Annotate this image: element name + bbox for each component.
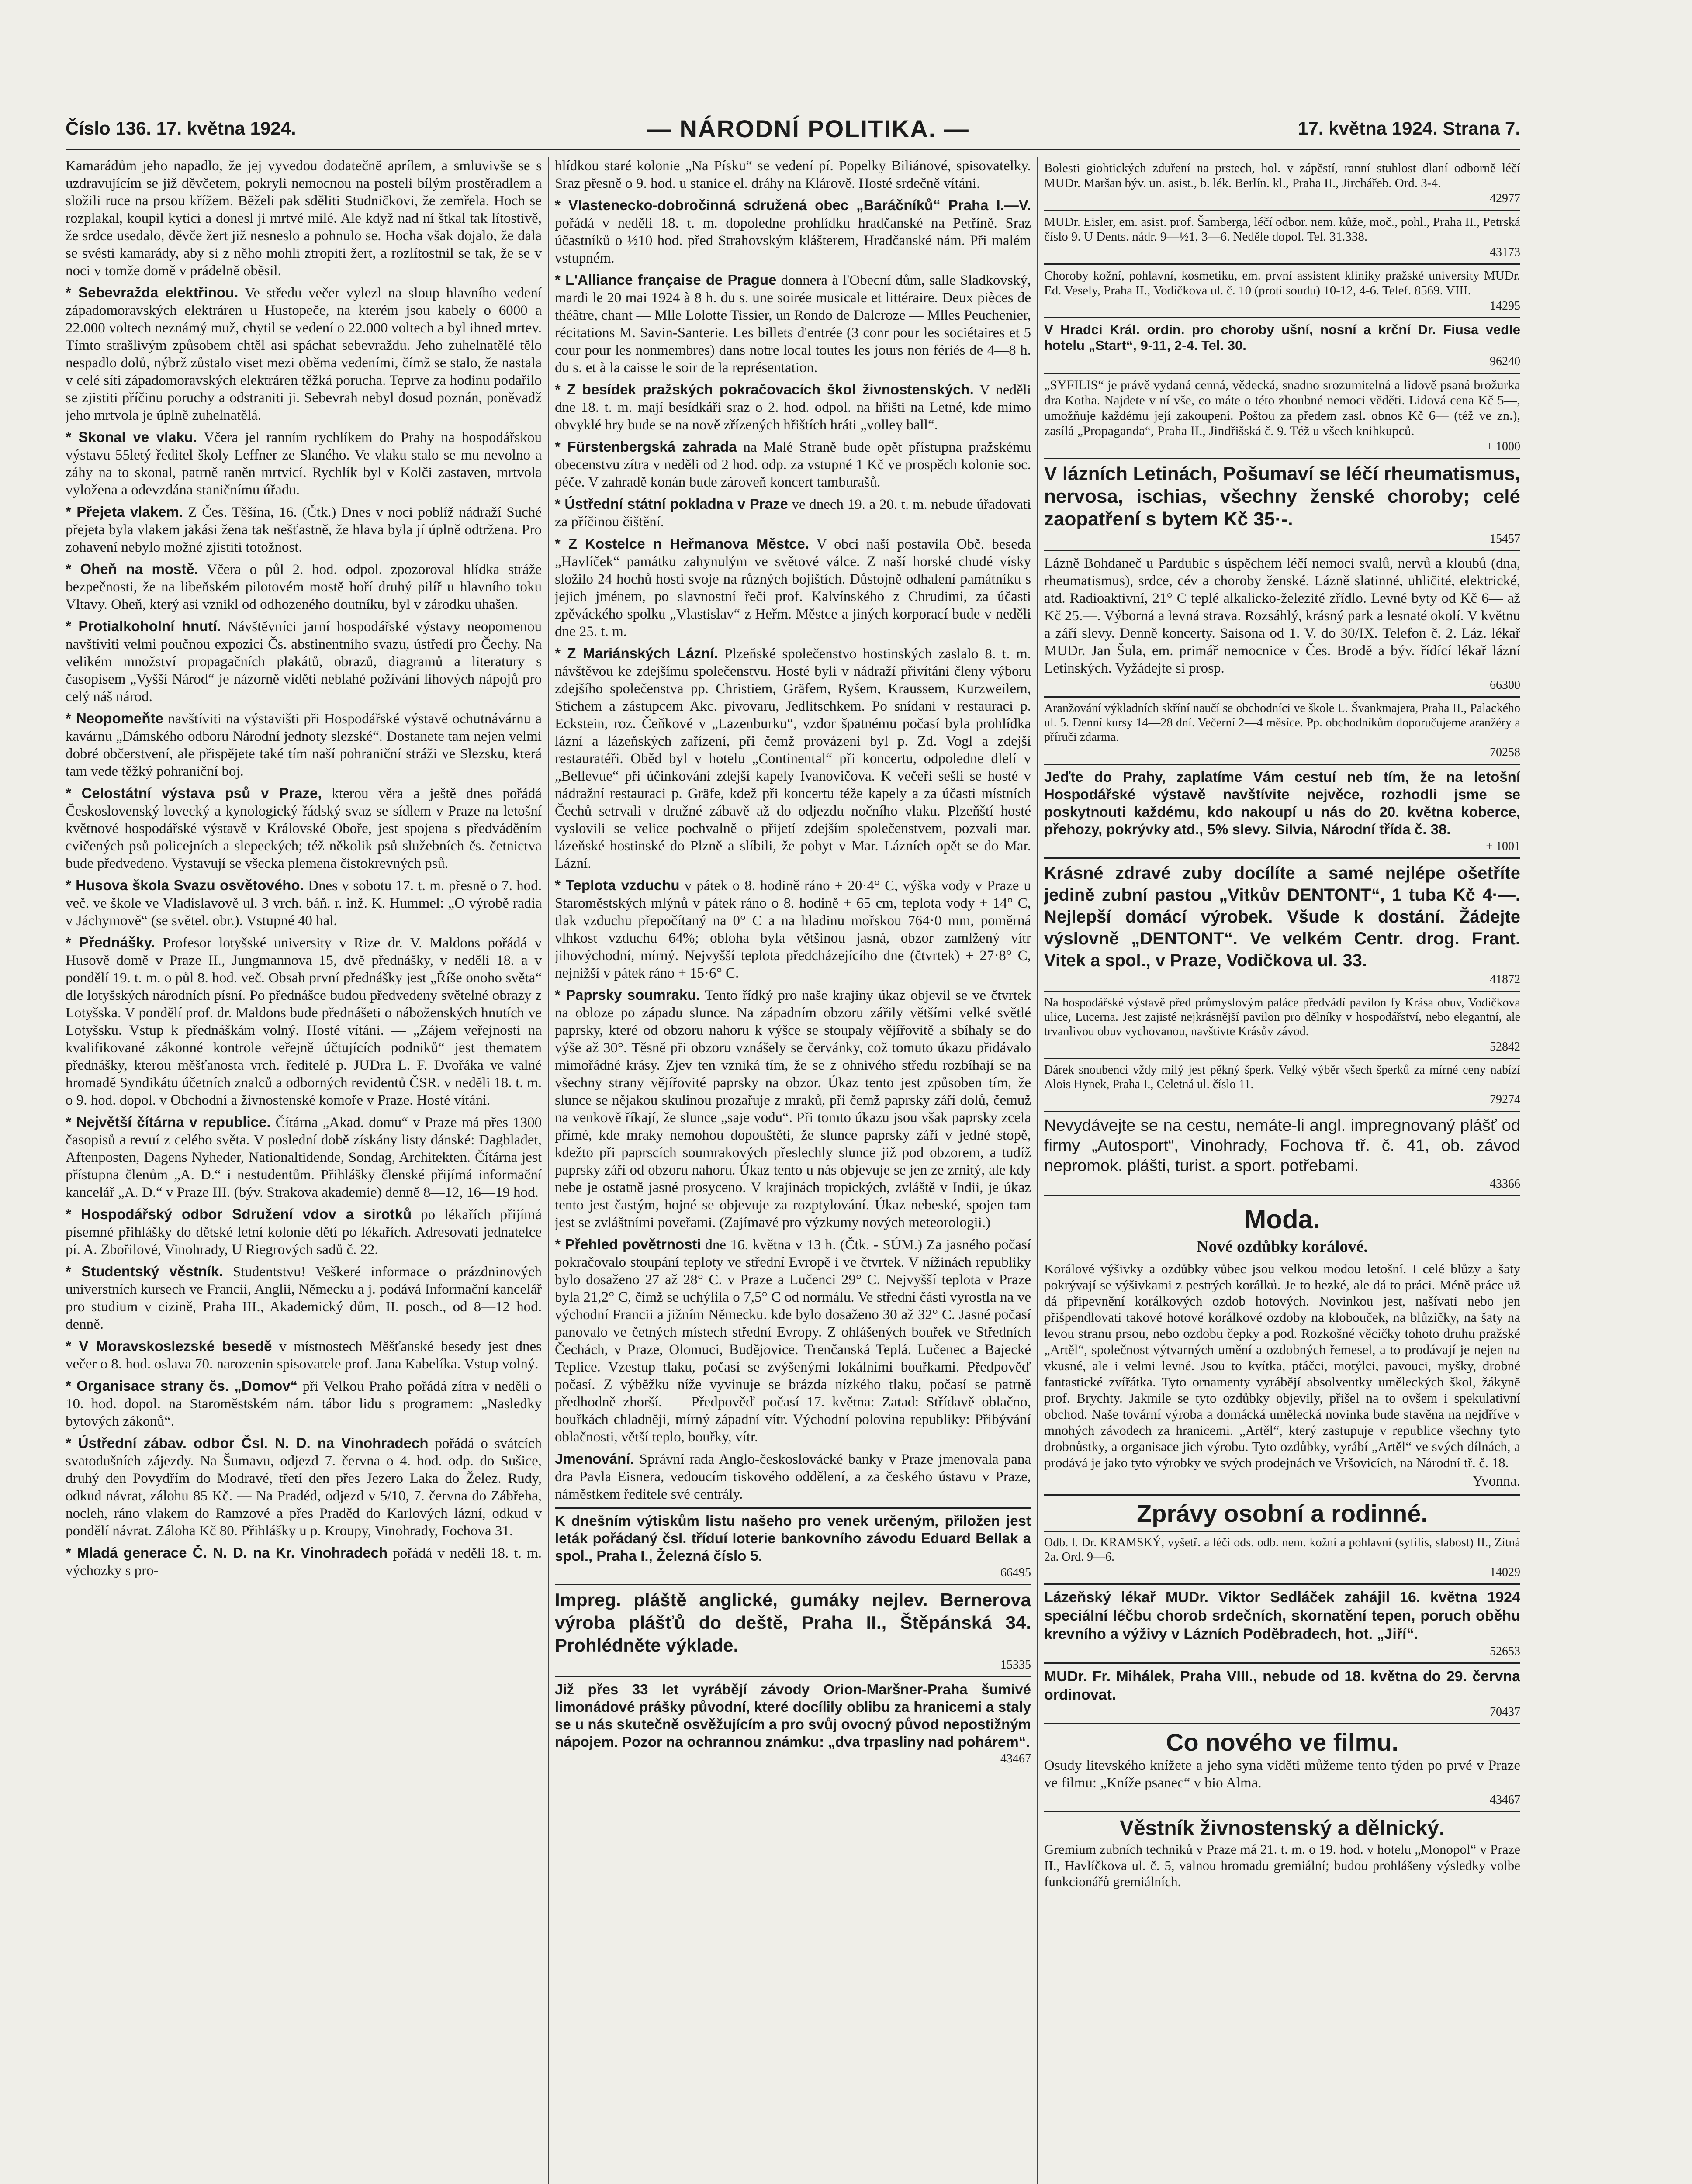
ad-number: 43467 [1490,1793,1520,1807]
ad-number: 79274 [1490,1093,1520,1106]
article-heading: * Organisace strany čs. „Domov“ [66,1378,298,1394]
article-text: Kamarádům jeho napadlo, že jej vyvedou dodatečně aprílem, a smluvivše se s uzdravujícím se již děvčetem, pokryli nemocnou na posteli bílým prostěradlem a složili ruce na prsou křížem. Běželi pak sděliti Studničkovi, že zemřela. Hoch se rozplakal, koupil kytici a donesl ji mrtvé milé. Ale když nad ní štkal tak lítostivě, že srdce usedalo, děvče žert již nesneslo a pohnulo se. Hocha však dojalo, že dala se svésti kamarády, aby si z něho mohli ztropiti žert, a rozlítostnil se tak, že se v noci v tomže domě v prádelně oběsil. [66,158,542,279]
ad-text: Aranžování výkladních skříní naučí se obchodníci ve škole L. Švankmajera, Praha II., Palackého ul. 5. Denní kursy 14—28 dní. Večerní 2—4 měsíce. Pp. obchodníkům doporučujeme aranžéry a příruči zdarma. [1044,702,1520,744]
ad-number: 70437 [1490,1705,1520,1719]
article-text: Osudy litevského knížete a jeho syna viděti můžeme tento týden po prvé v Praze ve filmu: „Kníže psanec“ v bio Alma. [1044,1758,1520,1791]
masthead-title: — NÁRODNÍ POLITIKA. — [647,115,969,142]
article-heading: * Vlastenecko-dobročinná sdružená obec „Baráčníků“ Praha I.—V. [555,197,1031,213]
article-heading: * Ústřední zábav. odbor Čsl. N. D. na Vinohradech [66,1435,429,1451]
ad-text: „SYFILIS“ je právě vydaná cenná, vědecká, snadno srozumitelná a lidově psaná brožurka dra Kotha. Najdete v ní vše, co máte o této zhoubné nemoci věděti. Lidová cena Kč 5—, umožňuje každému její zakoupení. Poštou za předem zasl. obnos Kč 6— (též ve zn.), zasílá „Propaganda“, Praha II., Jindřišská č. 9. Též u všech knihkupců. [1044,378,1520,438]
article-heading: * L'Alliance française de Prague [555,272,777,288]
article [66,1113,542,1201]
ad-number: 15457 [1490,532,1520,546]
article [555,271,1031,377]
ad-number: 96240 [1490,355,1520,368]
article-text: Včera o půl 2. hod. odpol. zpozoroval hlídka stráže bezpečnosti, že na libeňském pilotovém mostě hoří druhý pilíř u hlavního toku Vltavy. Oheň, který asi vznikl od odhozeného doutníku, byl v zárodku uhašen. [66,562,542,612]
ad-number: 42977 [1490,192,1520,205]
advertisement [555,1584,1031,1676]
ad-number: 43467 [1000,1752,1031,1766]
article [555,1450,1031,1503]
article [555,1236,1031,1446]
ad-text: Lázně Bohdaneč u Pardubic s úspěchem léčí nemoci svalů, nervů a kloubů (dna, rheumatismus), srdce, cév a choroby ženské. Lázně slatinné, uhličité, elektrické, atd. Radioaktivní, 21° C teplé alkalicko-železité zřídlo. Levné byty od Kč 6— až Kč 25.—. Výborná a levná strava. Rozsáhlý, krásný park a lesnaté okolí. V květnu a září slevy. Denně koncerty. Saisona od 1. V. do 30/IX. Telefon č. 2. Láz. lékař MUDr. Jan Šula, em. primář nemocnice v Čes. Brodě a býv. řídící lékař lázní Letinských. Vyžádejte si prosp. [1044,556,1520,676]
article [66,1544,542,1579]
ad-text: Již přes 33 let vyrábějí závody Orion-Maršner-Praha šumivé limonádové prášky původní, které docílily oblibu za hranicemi a staly se u nás skutečně osvěžujícím a pro svůj ovocný původ nepostižným nápojem. Pozor na ochrannou známku: „dva trpasliny nad pohárem“. [555,1681,1031,1750]
article-heading: * Oheň na mostě. [66,561,198,577]
ad-text: Krásné zdravé zuby docílíte a samé nejlépe ošetříte jedině zubní pastou „Vitkův DENTONT“, 1 tuba Kč 4·—. Nejlepší domácí výrobek. Všude k dostání. Žádejte výslovně „DENTONT“. Ve velkém Centr. drog. Frant. Vitek a spol., v Praze, Vodičkova ul. 33. [1044,864,1520,970]
article [555,986,1031,1231]
article-text: Včera jel ranním rychlíkem do Prahy na hospodářskou výstavu 55letý ředitel školy Leffner ze Slaného. Ve vlaku stalo se mu nevolno a záhy na to skonal, patrně raněn mrtvicí. Rychlík byl v Kolči zastaven, mrtvola vyložena a odevzdána staničnímu úřadu. [66,430,542,498]
article-text: Tento řídký pro naše krajiny úkaz objevil se ve čtvrtek na obloze po západu slunce. Na západním obzoru zářily většími velké světlé paprsky, které od obzoru nahoru k výšce se stoupaly vějířovitě a sbíhaly se do výše až 30°. Těsně při obzoru vznášely se červánky, což tomuto úkazu přidávalo mimořádné krásy. Zjev ten vzniká tím, že se z ohnivého středu rozbíhají se na všechny strany vějířovité paprsky na obzor. Úkaz tento jest způsoben tím, že slunce se nějakou skulinou prozařuje z mraků, při čemž paprsky září dolů, čemuž na venkově říkají, že slunce „saje vodu“. Při tomto úkazu jsou však paprsky zcela přímé, kde mraky nemohou dopouštěti, že slunce paprsky září v jedné stopě, kdežto při paprscích soumrakových přeslechly slunce již pod obzorem, a tudíž paprsky září od obzoru nahoru. Úkaz tento u nás objevuje se jen ze zrnitý, ale kdy nebe je ostatně jasné prosyceno. V krajinách tropických, zvláště v Indii, je úkaz tento jest častým, hojné se objevuje za rozptylování. Úkaz nebeské, spojen tam jest se zvláštními poveřami. (Zajímavé pro výzkumy nových meteorologii.) [555,988,1031,1230]
advertisement [1044,991,1520,1058]
advertisement [1044,1058,1520,1111]
advertisement [1044,373,1520,458]
ad-number: 14029 [1490,1565,1520,1579]
author-signature: Yvonna. [1472,1473,1520,1489]
advertisement [1044,1583,1520,1662]
article [555,645,1031,872]
article [66,710,542,780]
advertisement [1044,1111,1520,1195]
ad-number: + 1001 [1486,840,1520,853]
header-rule [66,149,1520,150]
ad-number: 43366 [1490,1177,1520,1191]
ad-text: Impreg. pláště anglické, gumáky nejlev. Bernerova výroba plášťů do deště, Praha II., Štěpánská 34. Prohlédněte výklade. [555,1590,1031,1655]
article [66,560,542,613]
page-header [66,115,1520,149]
ad-text: Dárek snoubenci vždy milý jest pěkný šperk. Velký výběr všech šperků za mírné ceny nabízí Alois Hynek, Praha I., Celetná ul. číslo 11. [1044,1063,1520,1091]
article [555,535,1031,640]
article-heading: * Přednášky. [66,934,155,950]
article-text: V neděli dne 18. t. m. mají besídkáři sraz o 2. hod. odpol. na hřišti na Letné, kde mimo obvyklé hry bude se na nově zřízených hřištích hráti „volley ball“. [555,382,1031,433]
article-text: navštíviti na výstavišti při Hospodářské výstavě ochutnávárnu a kavárnu „Dámského odboru Národní jednoty slezské“. Dostanete tam nejen velmi dobré občerstvení, ale přispějete také tím naší pohraniční stráži ve Slezsku, která tam vede těžký pohraniční boj. [66,711,542,779]
article-heading: Jmenování. [555,1451,634,1467]
film-section [1044,1723,1520,1811]
ad-number: 43173 [1490,245,1520,259]
article [66,284,542,424]
advertisement [1044,1531,1520,1583]
advertisement [1044,857,1520,991]
article-text: v pátek o 8. hodině ráno + 20·4° C, výška vody v Praze u Staroměstských mlýnů v pátek ráno o 8. hodině + 65 cm, teplota vody + 14° C, tlak vzduchu přepočítaný na 0° C a na hladinu mořskou 764·0 mm, poměrná vlhkost vzduchu 64%; obloha byla většinou jasná, obzor zamlžený vítr jihovýchodní, mírný. Nejvyšší teplota předcházejícího dne (čtvrtek) + 27·8° C, nejnižší v pátek ráno + 15·6° C. [555,878,1031,981]
article-text: V obci naší postavila Obč. beseda „Havlíček“ památku zahynulým ve světové válce. Z naší horské chudé vísky složilo 24 hochů hosti svoje na různých bojištích. Důstojně odhalení památníku s jejich jménem, po slavnostní řeči prof. Kalvínského z Chrudimi, za účasti zpěváckého spolku „Vlastislav“ z Heřm. Městce a jiných korporací bude v neděli dne 25. t. m. [555,536,1031,639]
ad-number: 52653 [1490,1645,1520,1658]
column-3 [1044,157,1520,2184]
article-heading: * Ústřední státní pokladna v Praze [555,496,788,512]
ad-number: + 1000 [1486,440,1520,453]
article-heading: * Přehled povětrnosti [555,1236,701,1252]
personal-news-section [1044,1494,1520,1531]
article-heading: * Z Kostelce n Heřmanova Městce. [555,536,810,552]
article-heading: * Z besídek pražských pokračovacích škol živnostenských. [555,381,974,397]
article [66,877,542,930]
article-text: po lékařích přijímá písemné přihlášky do dětské letní kolonie dětí po lékařích. Adresovati jednatelce pí. A. Zbořilové, Vinohrady, U Riegrových sadů č. 22. [66,1207,542,1258]
article-heading: * Studentský věstník. [66,1263,223,1279]
article-heading: * Fürstenbergská zahrada [555,439,737,455]
ad-number: 41872 [1490,973,1520,986]
advertisement [1044,157,1520,210]
article-heading: * Husova škola Svazu osvětového. [66,877,304,893]
article [555,381,1031,434]
ad-number: 15335 [1000,1658,1031,1672]
article-text: ve dnech 19. a 20. t. m. nebude úřadovati za příčinou čištění. [555,497,1031,530]
ad-text: V Hradci Král. ordin. pro choroby ušní, nosní a krční Dr. Fiusa vedle hotelu „Start“, 9-11, 2-4. Tel. 30. [1044,322,1520,353]
ad-text: MUDr. Eisler, em. asist. prof. Šamberga, léčí odbor. nem. kůže, moč., pohl., Praha II., Petrská číslo 9. U Dents. nádr. 9—½1, 3—6. Neděle dopol. Tel. 31.338. [1044,215,1520,244]
article-text: Návštěvníci jarní hospodářské výstavy neopomenou navštíviti velmi poučnou expozici Čs. abstinentního svazu, ústředí pro Čechy. Na velikém množství propagačních plakátů, obrazů, diagramů a literatury s časopisem „Vyšší Národ“ je názorně viděti neblahé požívání lihových nápojů pro celý náš národ. [66,619,542,705]
article-text: pořádá o svátcích svatodušních zájezdy. Na Šumavu, odjezd 7. června o 4. hod. odp. do Sušice, druhý den Povydřím do Modravé, třetí den přes Jezero Laka do Želez. Rudy, odkud návrat, zálohu 85 Kč. — Na Pradéd, odjezd v 5/10, 7. června do Zábřeha, nocleh, ráno vlakem do Ramzové a přes Praděd do Karlových lázní, odkud v pondělí návrat. Záloha Kč 80. Přihlášky u p. Kroupy, Vinohrady, Fochova 31. [66,1436,542,1539]
article-text: Ve středu večer vylezl na sloup hlavního vedení západomoravských elektráren u Hustopeče, na kterém jsou kabely o 6000 a 22.000 voltech neznámý muž, chytil se vedení o 22.000 voltech a byl ihned mrtev. Tímto strašlivým způsobem chtěl asi spáchat sebevraždu. Jeho zuhelnatělé tělo nespadlo dolů, nýbrž zůstalo viset mezi oběma vedeními, čímž se stalo, že nastala v celé síti západomoravských elektráren těžká porucha. Teprve za hodinu podařilo se zjistiti příčinu poruchy a odstraniti ji. Sebevrah nebyl dosud poznán, poněvadž jeho mrtvola je úplně zuhelnatělá. [66,285,542,423]
article-text: na Malé Straně bude opět přístupna pražskému obecenstvu zítra v neděli od 2 hod. odp. za vstupné 1 Kč ve prospěch kolonie soc. péče. V zahradě konán bude zároveň koncert tamburašů. [555,439,1031,490]
article-text: dne 16. května v 13 h. (Čtk. - SÚM.) Za jasného počasí pokračovalo stoupání teploty ve střední Evropě i ve čtvrtek. V nížinách republiky bylo dosaženo 27 až 28° C. v Praze a Lučenci 29° C. Nejvyšší teplota v Praze byla 21,2° C, čímž se uchýlila o 7,5° C od normálu. Ve střední části vyrostla na ve východní Francii a jižním Německu. kde bylo dosaženo 30 až 32° C. Jasné počasí panovalo ve četných místech střední Evropy. Z ohlášených bouřek ve Středních Čechách, v Praze, Olomuci, Budějovice. Trenčanská Teplá. Lučenec a Bajecké Teplice. Vzestup tlaku, počasí se zvýšenými lokálními bouřkami. Předpověď počasí. Z výběžku níže vyvinuje se brázda nízkého tlaku, počasí se patrně předhodně zhorší. — Předpověď počasí 17. května: Zatad: Střídavě oblačno, bouřkách chladněji, mírný západní vítr. Východní polovina republiky: Přibývání oblačnosti, větší teplo, bouřky, vítr. [555,1237,1031,1445]
article-heading: * Sebevražda elektřinou. [66,284,239,301]
ad-text: MUDr. Fr. Mihálek, Praha VIII., nebude od 18. května do 29. června ordinovat. [1044,1668,1520,1703]
article [66,429,542,499]
advertisement [1044,550,1520,696]
advertisement [1044,263,1520,317]
article-heading: * Neopomeňte [66,710,163,726]
ad-number: 70258 [1490,746,1520,759]
section-title: Moda. [1244,1205,1320,1234]
article [66,1337,542,1373]
article-text: Studentstvu! Veškeré informace o prázdninových universtních kursech ve Francii, Anglii, Německu a j. podává Informační kancelář pro studium v cizině, Praha III., Akademický dům, II. posch., od 8—12 hod. denně. [66,1264,542,1332]
article-heading: * Hospodářský odbor Sdružení vdov a sirotků [66,1206,412,1222]
article-heading: * Z Mariánských Lázní. [555,645,718,661]
article [66,1206,542,1258]
article-heading: * V Moravskoslezské besedě [66,1338,272,1354]
newspaper-page [66,109,1520,2184]
article [66,784,542,872]
article-text: pořádá v neděli 18. t. m. výchozky s pro- [66,1545,542,1579]
article-heading: * Největší čítárna v republice. [66,1114,271,1130]
advertisement [1044,458,1520,550]
article-heading: * Protialkoholní hnutí. [66,618,221,634]
article [555,438,1031,491]
advertisement [1044,317,1520,373]
column-divider [1037,157,1038,2184]
ad-text: Nevydávejte se na cestu, nemáte-li angl. impregnovaný plášť od firmy „Autosport“, Vinohrady, Fochova tř. č. 41, ob. závod nepromok. plášti, turist. a sport. potřebami. [1044,1116,1520,1175]
section-title: Co nového ve filmu. [1166,1728,1399,1756]
article [66,934,542,1109]
article-text: Dnes v sobotu 17. t. m. přesně o 7. hod. več. ve škole ve Vladislavově ul. 3 vrch. báň. r. inž. K. Hummel: „O výrobě radia v Jáchymově“ (se světel. obr.). Vstupné 40 hal. [66,878,542,929]
ad-text: K dnešním výtiskům listu našeho pro venek určeným, přiložen jest leták pořádaný čsl. tříduí loterie bankovního závodu Eduard Bellak a spol., Praha I., Železná číslo 5. [555,1513,1031,1564]
ad-number: 52842 [1490,1040,1520,1054]
article-text: hlídkou staré kolonie „Na Písku“ se vedení pí. Popelky Biliánové, spisovatelky. Sraz přesně o 9. hod. u stanice el. dráhy na Klárově. Hosté srdečně vítáni. [555,158,1031,191]
article [66,503,542,556]
article [66,618,542,705]
article-text: Plzeňské společenstvo hostinských zaslalo 8. t. m. návštěvou ke zdejšímu společenstvu. Hosté byli v nádraží přivítáni členy výboru zdejšího společenstva pp. Christiem, Gräfem, Ryšem, Kraussem, Kurzweilem, Stichem a zástupcem Akc. pivovaru, Jedlitschkem. Po snídani v restauraci p. Eckstein, roz. Čeňkové v „Lazenburku“, vzdor špatnému počasí byla prohlídka lázní a lázeňských zařízení, při čemž provázeni byl p. Zd. Vogl a zdejší restauratéři. Oběd byl v hotelu „Continental“ při koncertu, odpoledne dlelí v „Bellevue“ při účinkování zdejší kapely Ivanovičova. K večeři sešli se hosté v nádražní restauraci p. Gräfe, kdež při koncertu téže kapely a za účasti místních Čechů setrvali v družné zábavě až do odjezdu nočního vlaku. Plzeňští hosté vyslovili se velice pochvalně o přijetí zdejším společenstvem, pozvali mar. lázeňské hostinské do Plzně a slíbili, že pobyt v Mar. Lázních opět se do Mar. Lázní. [555,646,1031,871]
article-heading: * Mladá generace Č. N. D. na Kr. Vinohradech [66,1545,388,1561]
article-heading: * Přejeta vlakem. [66,504,183,520]
article-heading: * Teplota vzduchu [555,877,680,893]
date-and-page: 17. května 1924. Strana 7. [1298,118,1520,138]
article [66,1377,542,1430]
ad-number: 14295 [1490,299,1520,313]
trade-section [1044,1811,1520,1894]
advertisement [1044,764,1520,857]
article [66,1263,542,1333]
advertisement [555,1676,1031,1770]
ad-number: 66495 [1000,1566,1031,1579]
article-text: Profesor lotyšské university v Rize dr. V. Maldons pořádá v Husově domě v Praze II., Jungmannova 15, dvě přednášky, v neděli 18. a v pondělí 19. t. m. o půl 8. hod. več. Obsah první přednášky jest „Říše onoho světa“ dle lotyšských národních písní. Po přednášce budou předvedeny světelné obrazy z Lotyšska. V pondělí prof. dr. Maldons bude přednášeti o náboženských hnutích ve Lotyšsku. Vstup k přednáškám volný. Hosté vítáni. — „Zájem veřejnosti na kvalifikované zákonné kontrole veřejně účtujících podniků“ jest thematem přednášky, kterou měšťanosta vrch. ředitelé p. JUDra L. F. Dvořáka ve valné hromadě Syndikátu účetních znalců a odborných revidentů ČSR. v neděli 18. t. m. o 9. hod. dopol. v Obchodní a živnostenské komoře v Praze. Hosté vítáni. [66,935,542,1108]
column-divider [548,157,549,2184]
section-subtitle: Nové ozdůbky korálové. [1197,1237,1368,1256]
article-heading: * Celostátní výstava psů v Praze, [66,785,322,801]
column-1 [66,157,542,2184]
ad-text: Na hospodářské výstavě před průmyslovým paláce předvádí pavilon fy Krása obuv, Vodičkova ulice, Lucerna. Jest zajisté nejkrásnější pavilon pro dělníky v hospodářství, nebo elegantní, ale trvanlivou obuv vychovanou, navštivte Krásův závod. [1044,996,1520,1038]
article-heading: * Skonal ve vlaku. [66,429,197,445]
article [66,1434,542,1540]
article-text: Gremium zubních techniků v Praze má 21. t. m. o 19. hod. v hotelu „Monopol“ v Praze II., Havlíčkova ul. č. 5, valnou hromadu gremiální; budou prohlášeny výsledky volbe funkcionářů gremiálních. [1044,1842,1520,1889]
advertisement [555,1507,1031,1584]
article-text: Korálové výšivky a ozdůbky vůbec jsou velkou modou letošní. I celé blůzy a šaty pokrývají se výšivkami z pestrých korálků. Je to hezké, ale dá to práci. Méně práce už dá připevnění korálkových ozdob hotových. Novinkou jest, našívati nebo jen přišpendlovati takové hotové korálkové ozdoby na klobouček, na blůzičky, na šaty na levou stranu prsou, nebo ozdobu čepky a pod. Rozkošné věcičky tohoto druhu pražské „Artěl“, společnost výtvarných umění a ozdobných řemesel, a to prodávají je nejen na vkusné, ale i velmi levné. Jsou to kvítka, ptáčci, motýlci, pavouci, myšky, drobné fantastické zvířátka. Tyto ornamenty vyrábějí absolventky uměleckých škol, žákyně prof. Brychty. Jakmile se tyto ozdůbky objevily, přišel na to ovšem i spekulativní obchod. Naše tovární výroba a domácká umělecká novinka bude stavěna na nejdříve v mnohých závodech za hranicemi. „Artěl“, který zastupuje v republice všechny tyto drobnůstky, a organisace jich výrobu. Tyto ozdůbky, vyrábí „Artěl“ ve svých dílnách, a prodává je jako tyto výrobky ve svých prodejnách ve Vršovicích, na Národní tř. č. 18. [1044,1261,1520,1470]
ad-text: Jeďte do Prahy, zaplatíme Vám cestuí neb tím, že na letošní Hospodářské výstavě navštívite nejvěce, rozhodli jsme se poskytnouti každému, kdo nakoupí u nás do 20. května koberce, přehozy, pokrývky atd., 5% slevy. Silvia, Národní třída č. 38. [1044,769,1520,837]
article-text: Z Čes. Těšína, 16. (Čtk.) Dnes v noci poblíž nádraží Suché přejeta byla vlakem jakási žena tak nešťastně, že hlava byla jí úplně odtržena. Pro zohavení nebylo možné zjistiti totožnost. [66,505,542,555]
column-2 [555,157,1031,2184]
ad-text: Lázeňský lékař MUDr. Viktor Sedláček zahájil 16. května 1924 speciální léčbu chorob srdečních, skornatění tepen, poruch oběhu krevního a výživy v Lázních Poděbradech, hot. „Jiří“. [1044,1589,1520,1642]
ad-text: Odb. l. Dr. KRAMSKÝ, vyšetř. a léčí ods. odb. nem. kožní a pohlavní (syfilis, slabost) II., Zitná 2a. Ord. 9—6. [1044,1536,1520,1564]
ad-text: Choroby kožní, pohlavní, kosmetiku, em. první assistent kliniky pražské university MUDr. Ed. Vesely, Praha II., Vodičkova ul. č. 10 (proti soudu) 10-12, 4-6. Telef. 8569. VIII. [1044,269,1520,297]
ad-text: V lázních Letinách, Pošumaví se léčí rheumatismus, nervosa, ischias, všechny ženské choroby; celé zaopatření s bytem Kč 35·-. [1044,463,1520,530]
article [555,877,1031,982]
fashion-section [1044,1195,1520,1494]
article [555,197,1031,267]
article-text: při Velkou Praho pořádá zítra v neděli o 10. hod. dopol. na Staroměstském nám. tábor lidu s programem: „Nasledky bytových zákonů“. [66,1379,542,1429]
advertisement [1044,696,1520,764]
article-text: donnera à l'Obecní dům, salle Sladkovský, mardi le 20 mai 1924 à 8 h. du s. une soirée musicale et littéraire. Deux pièces de théâtre, chant — Mlle Lolotte Tissier, un Rondo de Dalcroze — Mlles Peuchenier, récitations M. Savin-Santerie. Les billets d'entrée (3 conr pour les sociétaires et 5 cour pour les nonmembres) dans notre local toutes les jours non fériés de 4—8 h. du s. et à la caisse le soir de la représentation. [555,273,1031,376]
article-text: Čítárna „Akad. domu“ v Praze má přes 1300 časopisů a revuí z celého světa. V poslední době získány listy dánské: Dagbladet, Aftenposten, Dagens Nyheder, Nationaltidende, Sondag, Architekten. Čítárna jest přístupna členům „A. D.“ i nestudentům. Přihlášky členské přijímá informační kancelář „A. D.“ v Praze III. (býv. Strakova akademie) denně 8—12, 16—19 hod. [66,1115,542,1200]
ad-text: Bolesti giohtických zduření na prstech, hol. v zápěstí, ranní stuhlost dlaní odborně léčí MUDr. Maršan býv. un. asist., b. lék. Berlín. kl., Praha II., Jirchářeb. Ord. 3-4. [1044,161,1520,190]
article-text: v místnostech Měšťanské besedy jest dnes večer o 8. hod. oslava 70. narozenin spisovatele prof. Jana Kabelíka. Vstup volný. [66,1339,542,1372]
section-title: Zprávy osobní a rodinné. [1137,1500,1428,1527]
section-title: Věstník živnostenský a dělnický. [1119,1817,1445,1840]
advertisement [1044,1662,1520,1723]
advertisement [1044,210,1520,263]
article-text: Správní rada Anglo-českoslovácké banky v Praze jmenovala pana dra Pavla Eisnera, vedoucím tiskového oddělení, a za českého ústavu v Praze, náměstkem ředitele své centrály. [555,1451,1031,1502]
article-text: pořádá v neděli 18. t. m. dopoledne prohlídku hradčanské na Petříně. Sraz účastníků o ½10 hod. před Strahovským klášterem, Hradčanské nám. Při malém vstupném. [555,215,1031,266]
article-heading: * Paprsky soumraku. [555,987,700,1003]
article-text: kterou věra a ještě dnes pořádá Československý lovecký a kynologický řádský svaz se sídlem v Praze na letošní květnové hospodářské výstavě v Královské Oboře, jest spojena s předváděním cvičených psů policejních a slepeckých; též několik psů služebních čs. četnictva bude předvedeno. Vystavují se všecka plemena čistokrevných psů. [66,786,542,871]
issue-number: Číslo 136. 17. května 1924. [66,118,296,138]
ad-number: 66300 [1490,678,1520,692]
article [555,495,1031,531]
